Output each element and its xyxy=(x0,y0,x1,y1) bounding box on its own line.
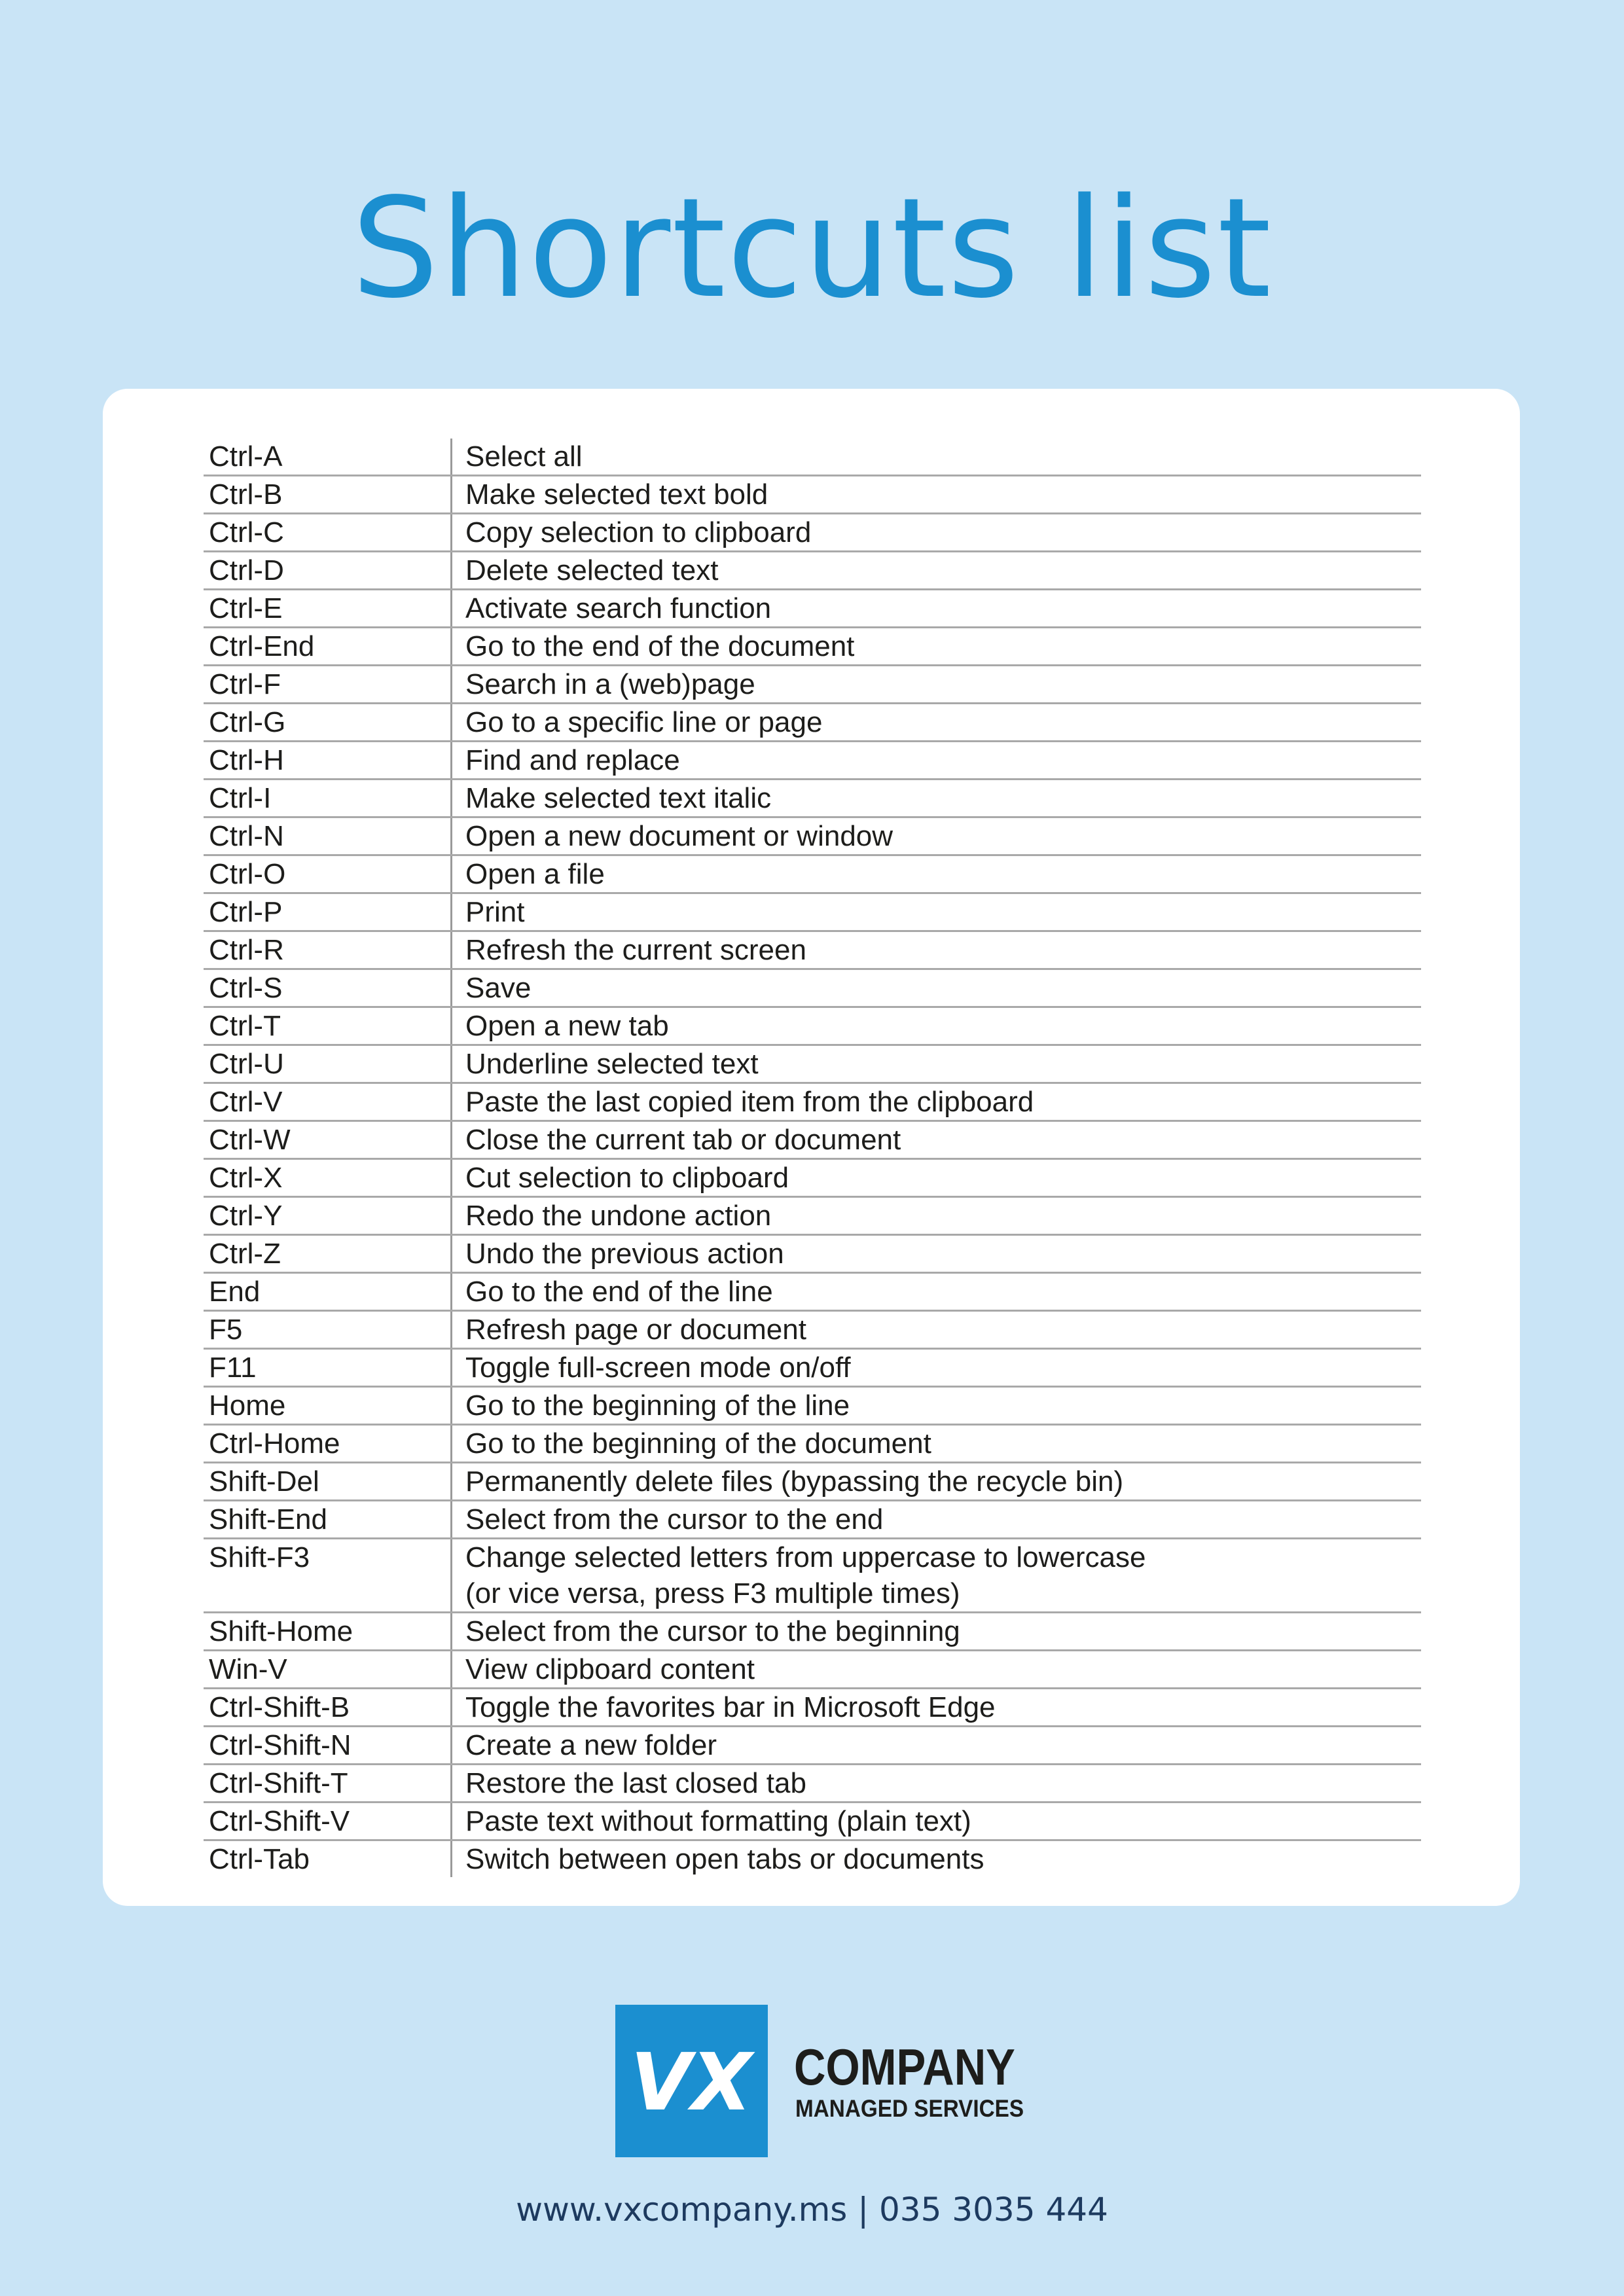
shortcut-description-line: Select from the cursor to the beginning xyxy=(465,1615,960,1647)
shortcut-row xyxy=(204,970,1421,1008)
shortcut-key: Ctrl-X xyxy=(204,1160,452,1196)
shortcut-row xyxy=(204,1463,1421,1501)
company-subtitle: MANAGED SERVICES xyxy=(795,2095,1024,2122)
shortcut-description xyxy=(452,780,1421,816)
shortcut-description-line: Close the current tab or document xyxy=(465,1124,901,1156)
shortcut-key: Ctrl-Shift-V xyxy=(204,1803,452,1839)
shortcut-row xyxy=(204,818,1421,856)
shortcut-description xyxy=(452,970,1421,1006)
shortcut-description-line: Find and replace xyxy=(465,744,680,776)
shortcut-row xyxy=(204,742,1421,780)
shortcut-key: Home xyxy=(204,1388,452,1424)
shortcut-description xyxy=(452,1046,1421,1082)
shortcut-key: Ctrl-Shift-N xyxy=(204,1727,452,1763)
shortcut-description-line: Paste text without formatting (plain text) xyxy=(465,1805,971,1837)
shortcut-description-line: Toggle full-screen mode on/off xyxy=(465,1352,851,1384)
shortcut-description xyxy=(452,742,1421,778)
shortcut-key: Shift-Del xyxy=(204,1463,452,1499)
shortcut-key: Ctrl-O xyxy=(204,856,452,892)
shortcut-description-line: View clipboard content xyxy=(465,1653,755,1685)
shortcut-description-line: Redo the undone action xyxy=(465,1200,772,1232)
shortcut-description-line: Create a new folder xyxy=(465,1729,717,1761)
shortcut-description-line: Refresh page or document xyxy=(465,1314,806,1346)
shortcut-key: Ctrl-V xyxy=(204,1084,452,1120)
shortcut-key: Ctrl-H xyxy=(204,742,452,778)
shortcut-description xyxy=(452,1008,1421,1044)
shortcut-description xyxy=(452,1198,1421,1234)
shortcut-row xyxy=(204,1803,1421,1841)
shortcut-description-line: (or vice versa, press F3 multiple times) xyxy=(465,1577,960,1609)
shortcut-key: Ctrl-N xyxy=(204,818,452,854)
shortcut-key: Shift-F3 xyxy=(204,1539,452,1611)
shortcut-key: Shift-Home xyxy=(204,1613,452,1649)
shortcut-description xyxy=(452,1426,1421,1462)
shortcut-description-line: Open a new document or window xyxy=(465,820,893,852)
page-title: Shortcuts list xyxy=(351,168,1273,329)
shortcut-row xyxy=(204,666,1421,704)
shortcut-key: Ctrl-B xyxy=(204,476,452,512)
shortcut-key: Ctrl-C xyxy=(204,514,452,550)
shortcut-description xyxy=(452,514,1421,550)
logo-mark: VX xyxy=(630,2037,752,2128)
shortcut-description xyxy=(452,856,1421,892)
shortcut-description-line: Go to the beginning of the line xyxy=(465,1390,850,1422)
shortcut-row xyxy=(204,1122,1421,1160)
shortcut-description xyxy=(452,1613,1421,1649)
shortcut-key: F5 xyxy=(204,1312,452,1348)
shortcut-description xyxy=(452,628,1421,664)
shortcut-row xyxy=(204,1689,1421,1727)
shortcut-key: Ctrl-End xyxy=(204,628,452,664)
shortcut-row xyxy=(204,1198,1421,1236)
shortcut-row xyxy=(204,476,1421,514)
shortcut-row xyxy=(204,1046,1421,1084)
shortcut-row xyxy=(204,1539,1421,1613)
shortcut-description xyxy=(452,1463,1421,1499)
shortcut-description xyxy=(452,1236,1421,1272)
shortcut-key: Ctrl-U xyxy=(204,1046,452,1082)
shortcut-row xyxy=(204,1651,1421,1689)
shortcut-description xyxy=(452,1122,1421,1158)
shortcut-description xyxy=(452,1803,1421,1839)
shortcut-description-line: Select all xyxy=(465,440,583,473)
shortcut-key: Ctrl-E xyxy=(204,590,452,626)
shortcut-description xyxy=(452,1350,1421,1386)
shortcut-row xyxy=(204,439,1421,476)
shortcut-row xyxy=(204,1274,1421,1312)
shortcut-description xyxy=(452,704,1421,740)
company-name: COMPANY xyxy=(794,2038,1015,2096)
shortcut-description xyxy=(452,1274,1421,1310)
shortcut-description xyxy=(452,552,1421,588)
shortcut-description xyxy=(452,1501,1421,1537)
shortcut-key: Shift-End xyxy=(204,1501,452,1537)
shortcut-description-line: Select from the cursor to the end xyxy=(465,1503,884,1535)
shortcut-description xyxy=(452,666,1421,702)
shortcut-description-line: Make selected text italic xyxy=(465,782,772,814)
shortcut-key: Ctrl-Home xyxy=(204,1426,452,1462)
shortcut-row xyxy=(204,590,1421,628)
shortcut-row xyxy=(204,780,1421,818)
shortcut-description-line: Switch between open tabs or documents xyxy=(465,1843,984,1875)
shortcut-row xyxy=(204,1388,1421,1426)
shortcut-description-line: Open a file xyxy=(465,858,605,890)
shortcut-key: Ctrl-I xyxy=(204,780,452,816)
shortcut-row xyxy=(204,1501,1421,1539)
contact-info: www.vxcompany.ms | 035 3035 444 xyxy=(516,2191,1108,2229)
shortcuts-table xyxy=(204,439,1421,1877)
shortcut-key: Ctrl-Shift-T xyxy=(204,1765,452,1801)
shortcut-row xyxy=(204,514,1421,552)
shortcut-description-line: Toggle the favorites bar in Microsoft Edge xyxy=(465,1691,996,1723)
shortcut-description xyxy=(452,1689,1421,1725)
shortcut-description-line: Search in a (web)page xyxy=(465,668,755,700)
shortcut-description xyxy=(452,1841,1421,1877)
shortcut-key: Ctrl-Z xyxy=(204,1236,452,1272)
shortcut-description xyxy=(452,818,1421,854)
shortcut-row xyxy=(204,894,1421,932)
shortcut-description-line: Undo the previous action xyxy=(465,1238,784,1270)
shortcut-description xyxy=(452,1651,1421,1687)
shortcut-description-line: Copy selection to clipboard xyxy=(465,516,812,548)
shortcut-key: Ctrl-Tab xyxy=(204,1841,452,1877)
shortcut-row xyxy=(204,1613,1421,1651)
shortcut-row xyxy=(204,1160,1421,1198)
shortcut-description xyxy=(452,1388,1421,1424)
shortcut-key: Ctrl-Shift-B xyxy=(204,1689,452,1725)
shortcut-row xyxy=(204,552,1421,590)
shortcut-row xyxy=(204,1841,1421,1877)
shortcut-key: Ctrl-A xyxy=(204,439,452,475)
shortcut-row xyxy=(204,1236,1421,1274)
shortcut-row xyxy=(204,628,1421,666)
shortcut-key: Ctrl-Y xyxy=(204,1198,452,1234)
shortcut-description xyxy=(452,1160,1421,1196)
shortcut-key: Win-V xyxy=(204,1651,452,1687)
shortcut-row xyxy=(204,1727,1421,1765)
shortcut-description-line: Underline selected text xyxy=(465,1048,759,1080)
shortcut-description-line: Go to a specific line or page xyxy=(465,706,823,738)
shortcut-row xyxy=(204,1312,1421,1350)
shortcut-description-line: Restore the last closed tab xyxy=(465,1767,806,1799)
shortcut-key: Ctrl-D xyxy=(204,552,452,588)
shortcut-description-line: Activate search function xyxy=(465,592,772,624)
shortcut-description-line: Save xyxy=(465,972,532,1004)
shortcut-key: Ctrl-W xyxy=(204,1122,452,1158)
shortcut-row xyxy=(204,1426,1421,1463)
shortcut-key: F11 xyxy=(204,1350,452,1386)
shortcut-row xyxy=(204,856,1421,894)
shortcut-description-line: Make selected text bold xyxy=(465,478,768,511)
shortcut-description xyxy=(452,932,1421,968)
shortcut-key: Ctrl-R xyxy=(204,932,452,968)
shortcut-description xyxy=(452,1765,1421,1801)
shortcut-description-line: Change selected letters from uppercase to lowercase xyxy=(465,1541,1146,1573)
shortcut-description-line: Refresh the current screen xyxy=(465,934,806,966)
shortcut-description xyxy=(452,1539,1421,1611)
shortcut-row xyxy=(204,1084,1421,1122)
shortcut-row xyxy=(204,704,1421,742)
shortcut-key: End xyxy=(204,1274,452,1310)
shortcut-key: Ctrl-F xyxy=(204,666,452,702)
shortcut-description-line: Cut selection to clipboard xyxy=(465,1162,789,1194)
shortcut-row xyxy=(204,1765,1421,1803)
shortcut-description xyxy=(452,1084,1421,1120)
shortcut-row xyxy=(204,932,1421,970)
shortcut-description-line: Go to the end of the line xyxy=(465,1276,773,1308)
shortcut-description-line: Permanently delete files (bypassing the recycle bin) xyxy=(465,1465,1124,1498)
shortcut-key: Ctrl-P xyxy=(204,894,452,930)
shortcut-key: Ctrl-T xyxy=(204,1008,452,1044)
shortcut-description xyxy=(452,1727,1421,1763)
shortcut-description-line: Print xyxy=(465,896,525,928)
vx-logo-icon xyxy=(615,2005,768,2157)
shortcut-key: Ctrl-G xyxy=(204,704,452,740)
shortcut-description xyxy=(452,590,1421,626)
shortcut-description-line: Open a new tab xyxy=(465,1010,669,1042)
shortcut-description-line: Go to the beginning of the document xyxy=(465,1427,931,1460)
shortcut-description-line: Delete selected text xyxy=(465,554,719,586)
shortcut-description xyxy=(452,476,1421,512)
shortcut-description-line: Paste the last copied item from the clipboard xyxy=(465,1086,1034,1118)
shortcut-description xyxy=(452,1312,1421,1348)
shortcut-description-line: Go to the end of the document xyxy=(465,630,855,662)
shortcut-row xyxy=(204,1008,1421,1046)
shortcut-description xyxy=(452,439,1421,475)
shortcut-description xyxy=(452,894,1421,930)
shortcut-key: Ctrl-S xyxy=(204,970,452,1006)
shortcut-row xyxy=(204,1350,1421,1388)
